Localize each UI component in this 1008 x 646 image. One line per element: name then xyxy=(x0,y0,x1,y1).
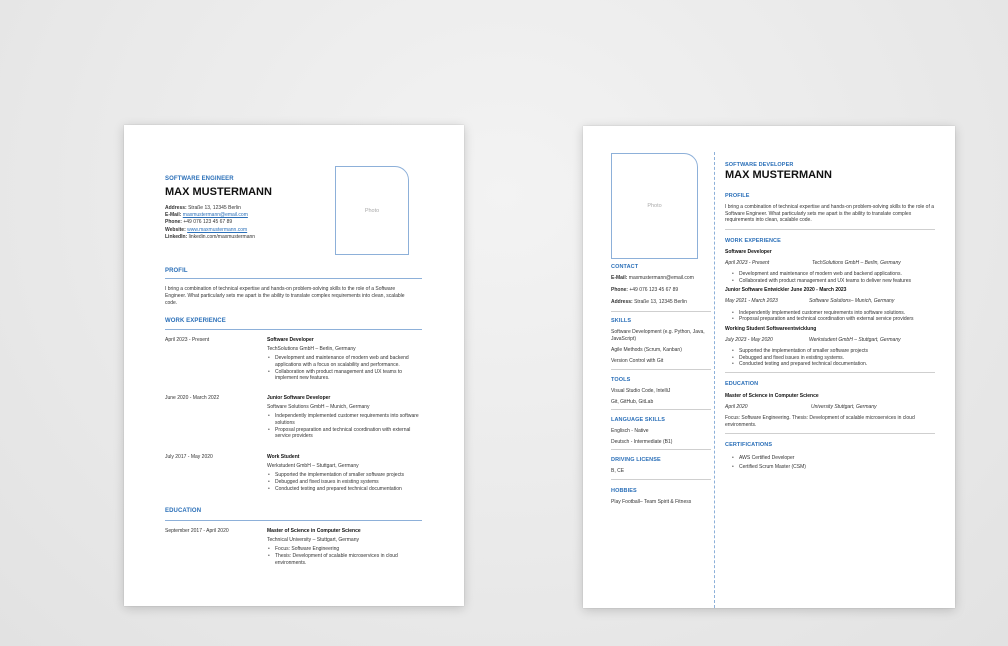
divider xyxy=(165,278,422,279)
job-dates: June 2020 - March 2022 xyxy=(165,395,220,401)
contact-address: Address: Straße 13, 12345 Berlin xyxy=(165,205,241,211)
job-meta xyxy=(725,260,937,267)
photo-label: Photo xyxy=(364,207,380,214)
list-item: • Conducted testing and prepared technical documentation xyxy=(275,486,422,493)
profile-heading: PROFILE xyxy=(725,193,750,199)
list-item: • Proposal preparation and technical coordination with external service providers xyxy=(275,427,422,440)
tool-item: Git, GitHub, GitLab xyxy=(611,399,654,405)
job-entry xyxy=(267,454,422,492)
job-title: Junior Software Developer xyxy=(267,395,331,401)
profile-text: I bring a combination of technical expertise and hands-on problem-solving skills to the role of a Software Engineer. What particularly sets me apart is the ability to translate complex requirements into clean, scalable code. xyxy=(165,286,405,307)
school: University Stuttgart, Germany xyxy=(811,404,877,411)
candidate-name: MAX MUSTERMANN xyxy=(725,169,832,181)
skills-heading: SKILLS xyxy=(611,318,632,324)
list-item: • Development and maintenance of modern web and backend applications with a focus on scalability and performance. xyxy=(275,355,422,368)
work-heading: WORK EXPERIENCE xyxy=(725,237,781,244)
degree: Master of Science in Computer Science xyxy=(725,392,819,399)
job-title: Software Developer xyxy=(725,248,772,255)
resume-page-right xyxy=(583,126,955,608)
job-title: SOFTWARE DEVELOPER xyxy=(725,162,794,168)
list-item: • Debugged and fixed issues in existing systems. xyxy=(739,355,937,362)
job-title: Junior Software Entwickler June 2020 - March 2023 xyxy=(725,287,847,294)
job-bullets xyxy=(267,472,422,492)
job-bullets xyxy=(267,355,422,381)
skill-item: Software Development (e.g. Python, Java, JavaScript) xyxy=(611,329,705,342)
school: Technical University – Stuttgart, Germany xyxy=(267,537,359,544)
list-item: • Certified Scrum Master (CSM) xyxy=(739,463,937,472)
divider xyxy=(165,329,422,330)
list-item: • Focus: Software Engineering xyxy=(275,546,422,553)
hobbies-value: Play Football– Team Spirit & Fitness xyxy=(611,499,692,505)
education-dates: September 2017 - April 2020 xyxy=(165,528,229,534)
list-item: • Supported the implementation of smaller software projects xyxy=(275,472,422,479)
education-focus: Focus: Software Engineering. Thesis: Development of scalable microservices in cloud environments. xyxy=(725,415,915,428)
certifications-heading: CERTIFICATIONS xyxy=(725,442,773,449)
main-column xyxy=(725,162,937,472)
list-item: • Development and maintenance of modern web and backend applications. xyxy=(739,271,937,278)
skill-item: Agile Methods (Scrum, Kanban) xyxy=(611,347,682,353)
photo-placeholder xyxy=(611,153,698,259)
job-dates: April 2023 - Present xyxy=(725,259,770,266)
job-dates: July 2023 - May 2020 xyxy=(725,336,773,343)
contact-email: E-Mail: maxmustermann@email.com xyxy=(611,275,694,281)
education-heading: EDUCATION xyxy=(725,380,759,387)
contact-address: Address: Straße 13, 12345 Berlin xyxy=(611,299,687,305)
language-item: Englisch - Native xyxy=(611,428,649,434)
work-heading: WORK EXPERIENCE xyxy=(165,318,226,324)
job-meta xyxy=(725,337,937,344)
education-bullets xyxy=(267,546,422,566)
education-entry xyxy=(267,528,422,566)
email-link[interactable]: maxmustermann@email.com xyxy=(182,212,248,219)
job-meta xyxy=(725,298,937,305)
job-company: Werkstudent GmbH – Stuttgart, Germany xyxy=(267,463,359,470)
job-company: TechSolutions GmbH – Berlin, Germany xyxy=(812,259,901,266)
job-title: Work Student xyxy=(267,454,300,460)
contact-linkedin: LinkedIn: linkedin.com/maxmustermann xyxy=(165,233,256,240)
job-dates: July 2017 - May 2020 xyxy=(165,454,213,460)
job-dates: April 2023 - Present xyxy=(165,337,210,343)
degree: Master of Science in Computer Science xyxy=(267,528,361,534)
divider xyxy=(611,311,711,312)
list-item: • Independently implemented customer requirements into software solutions xyxy=(275,413,422,426)
job-entry xyxy=(267,395,422,440)
skill-item: Version Control with Git xyxy=(611,358,664,364)
list-item: • Collaboration with product management and UX teams to implement new features. xyxy=(275,369,422,382)
profile-heading: PROFIL xyxy=(165,268,188,274)
job-bullets xyxy=(725,310,937,323)
job-entry xyxy=(267,337,422,382)
job-dates: May 2021 - March 2023 xyxy=(725,298,778,305)
job-bullets xyxy=(725,271,937,284)
divider xyxy=(725,433,935,434)
divider xyxy=(611,369,711,370)
language-item: Deutsch - Intermediate (B1) xyxy=(611,439,673,445)
sidebar xyxy=(611,264,713,506)
language-heading: LANGUAGE SKILLS xyxy=(611,417,666,423)
list-item: • Proposal preparation and technical coordination with external service providers xyxy=(739,316,937,323)
list-item: • Independently implemented customer requirements into software solutions. xyxy=(739,310,937,317)
divider xyxy=(165,520,422,521)
divider xyxy=(725,372,935,373)
education-heading: EDUCATION xyxy=(165,508,202,514)
list-item: • Thesis: Development of scalable microservices in cloud environments. xyxy=(275,553,422,566)
candidate-name: MAX MUSTERMANN xyxy=(165,186,272,198)
divider xyxy=(611,449,711,450)
contact-phone: Phone: +49 076 123 45 67 89 xyxy=(611,287,679,293)
photo-label: Photo xyxy=(647,203,662,209)
job-company: TechSolutions GmbH – Berlin, Germany xyxy=(267,346,356,353)
list-item: • AWS Certified Developer xyxy=(739,454,937,463)
list-item: • Supported the implementation of smaller software projects xyxy=(739,348,937,355)
divider xyxy=(611,479,711,480)
job-title: Software Developer xyxy=(267,337,314,343)
contact-phone: Phone: +49 076 123 45 67 89 xyxy=(165,219,233,226)
list-item: • Debugged and fixed issues in existing systems xyxy=(275,479,422,486)
tools-heading: TOOLS xyxy=(611,377,631,383)
education-dates: April 2020 xyxy=(725,404,748,411)
job-title: Working Student Softwareentwicklung xyxy=(725,325,817,332)
contact-website: Website: www.maxmustermann.com xyxy=(165,226,248,233)
hobbies-heading: HOBBIES xyxy=(611,488,637,494)
job-company: Software Solutions GmbH – Munich, Germany xyxy=(267,404,370,411)
divider xyxy=(725,229,935,230)
tool-item: Visual Studio Code, IntelliJ xyxy=(611,388,671,394)
job-company: Software Solutions– Munich, Germany xyxy=(809,298,895,305)
list-item: • Collaborated with product management and UX teams to deliver new features xyxy=(739,278,937,285)
job-bullets xyxy=(725,348,937,368)
photo-placeholder xyxy=(335,166,409,255)
driving-heading: DRIVING LICENSE xyxy=(611,457,661,463)
education-meta xyxy=(725,404,937,411)
contact-email: E-Mail: maxmustermann@email.com xyxy=(165,212,248,219)
website-link[interactable]: www.maxmustermann.com xyxy=(187,226,248,233)
resume-page-left xyxy=(124,125,464,606)
list-item: • Conducted testing and prepared technical documentation. xyxy=(739,361,937,368)
job-title: SOFTWARE ENGINEER xyxy=(165,176,234,182)
column-separator xyxy=(714,152,715,608)
job-company: Werkstudent GmbH – Stuttgart, Germany xyxy=(809,336,901,343)
divider xyxy=(611,409,711,410)
contact-block xyxy=(165,205,335,241)
driving-value: B, CE xyxy=(611,468,625,474)
contact-heading: CONTACT xyxy=(611,264,639,270)
profile-text: I bring a combination of technical expertise and hands-on problem-solving skills to the role of a Software Engineer. What particularly sets me apart is the ability to translate complex requirements into clean, scalable code. xyxy=(725,204,935,223)
job-bullets xyxy=(267,413,422,439)
cert-list xyxy=(725,454,937,472)
